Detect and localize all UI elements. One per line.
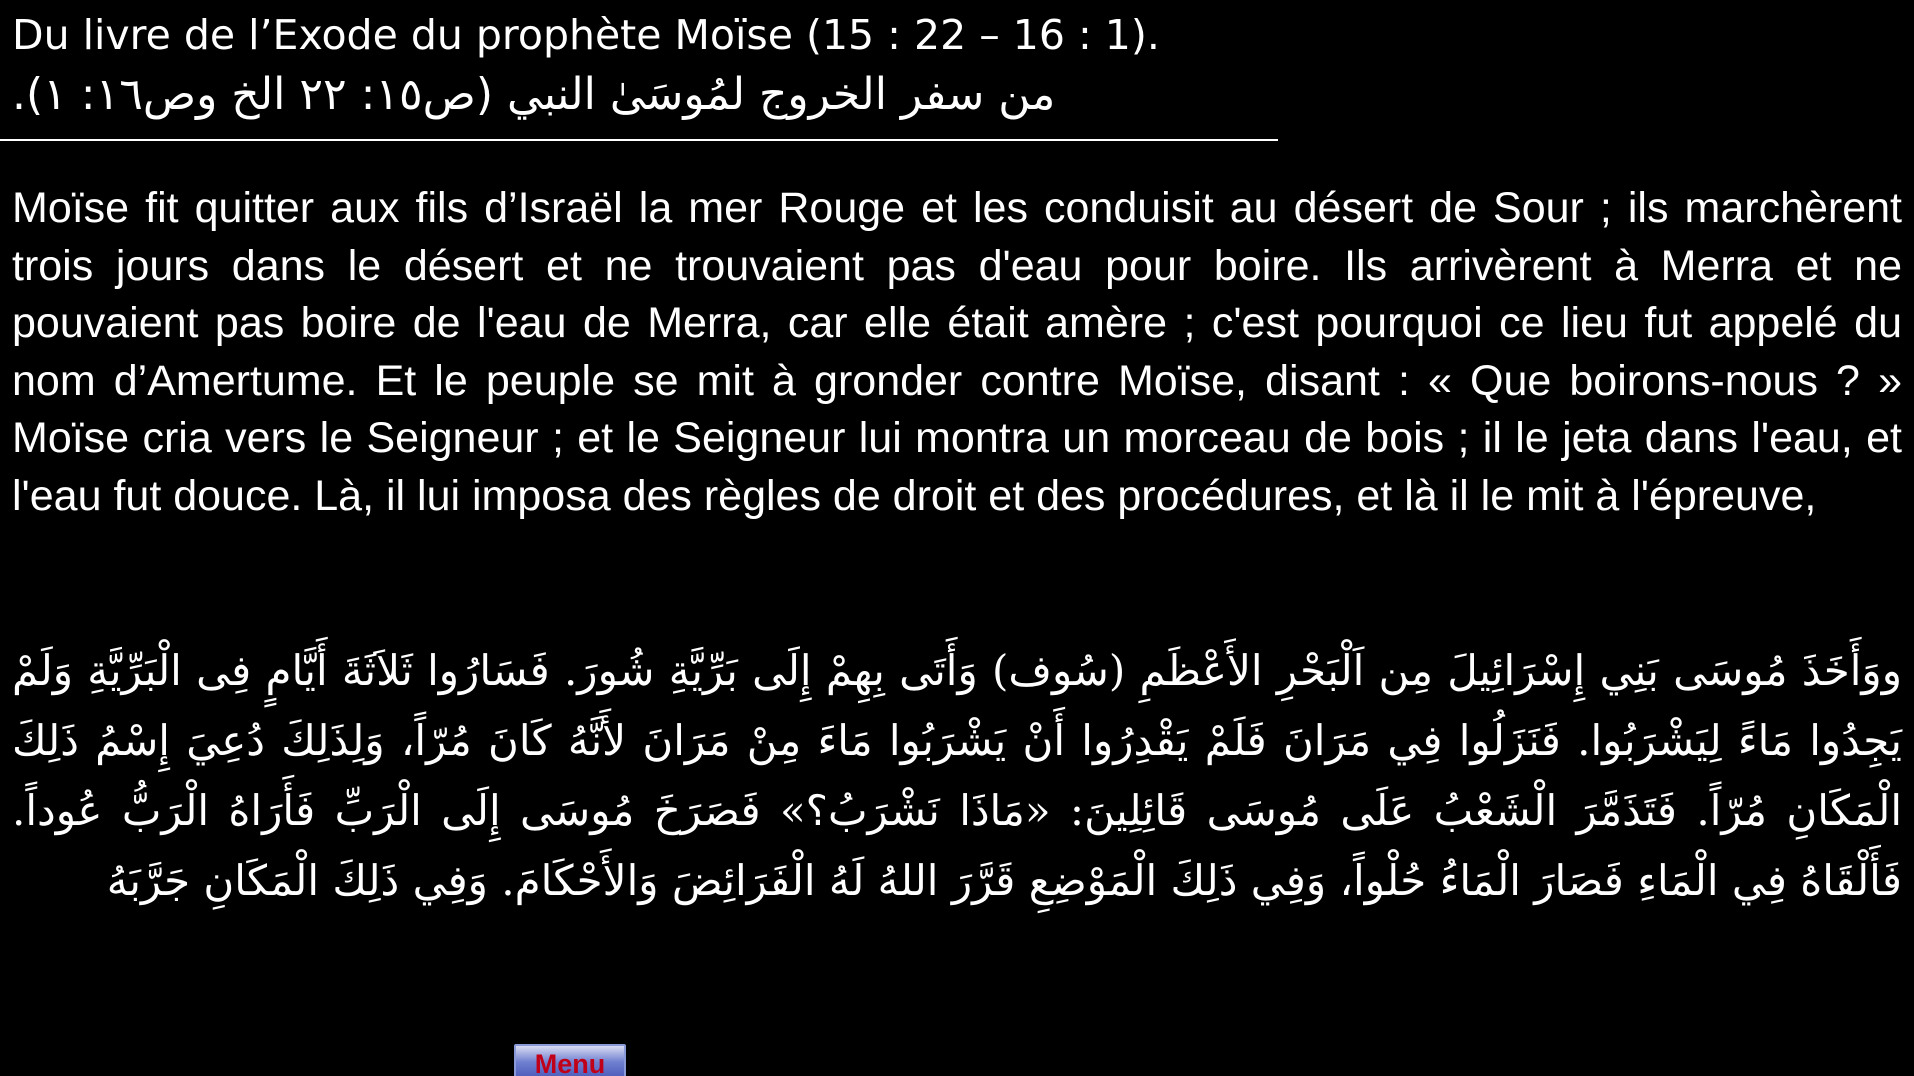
title-divider [0,139,1278,141]
page-title-arabic: من سفر الخروج لمُوسَىٰ النبي (ص١٥: ٢٢ الخ وص١٦: ١). [12,69,1056,120]
reading-text-arabic: ووَأَخَذَ مُوسَى بَنِي إِسْرَائِيلَ مِن اَلْبَحْرِ الأَعْظَمِ (سُوف) وَأَتَى بِهِمْ إِلَى بَرِّيَّةِ شُورَ. فَسَارُوا ثَلاَثَةَ أَيَّامٍ فِى الْبَرِّيَّةِ وَلَمْ يَجِدُوا مَاءً لِيَشْرَبُوا. فَنَزَلُوا فِي مَرَانَ فَلَمْ يَقْدِرُوا أَنْ يَشْرَبُوا مَاءَ مِنْ مَرَانَ لأَنَّهُ كَانَ مُرّاً، وَلِذَلِكَ دُعِيَ إِسْمُ ذَلِكَ الْمَكَانِ مُرّاً. فَتَذَمَّرَ الْشَعْبُ عَلَى مُوسَى قَائِلِينَ: «مَاذَا نَشْرَبُ؟» فَصَرَخَ مُوسَى إِلَى الْرَبِّ فَأَرَاهُ الْرَبُّ عُوداً. فَأَلْقَاهُ فِي الْمَاءِ فَصَارَ الْمَاءُ حُلْواً، وَفِي ذَلِكَ الْمَوْضِعِ قَرَّرَ اللهُ لَهُ الْفَرَائِضَ وَالأَحْكَامَ. وَفِي ذَلِكَ الْمَكَانِ جَرَّبَهُ [12,646,1902,905]
reading-text-french: Moïse fit quitter aux fils d’Israël la mer Rouge et les conduisit au désert de Sour ; ils marchèrent trois jours dans le désert et ne trouvaient pas d'eau pour boire. Ils arrivèrent à Merra et ne pouvaient pas boire de l'eau de Merra, car elle était amère ; c'est pourquoi ce lieu fut appelé du nom d’Amertume. Et le peuple se mit à gronder contre Moïse, disant : « Que boirons-nous ? » Moïse cria vers le Seigneur ; et le Seigneur lui montra un morceau de bois ; il le jeta dans l'eau, et l'eau fut douce. Là, il lui imposa des règles de droit et des procédures, et là il le mit à l'épreuve, [12,184,1902,520]
page-title-french: Du livre de l’Exode du prophète Moïse (15 : 22 – 16 : 1). [12,11,1160,59]
menu-button[interactable]: Menu [514,1044,626,1076]
